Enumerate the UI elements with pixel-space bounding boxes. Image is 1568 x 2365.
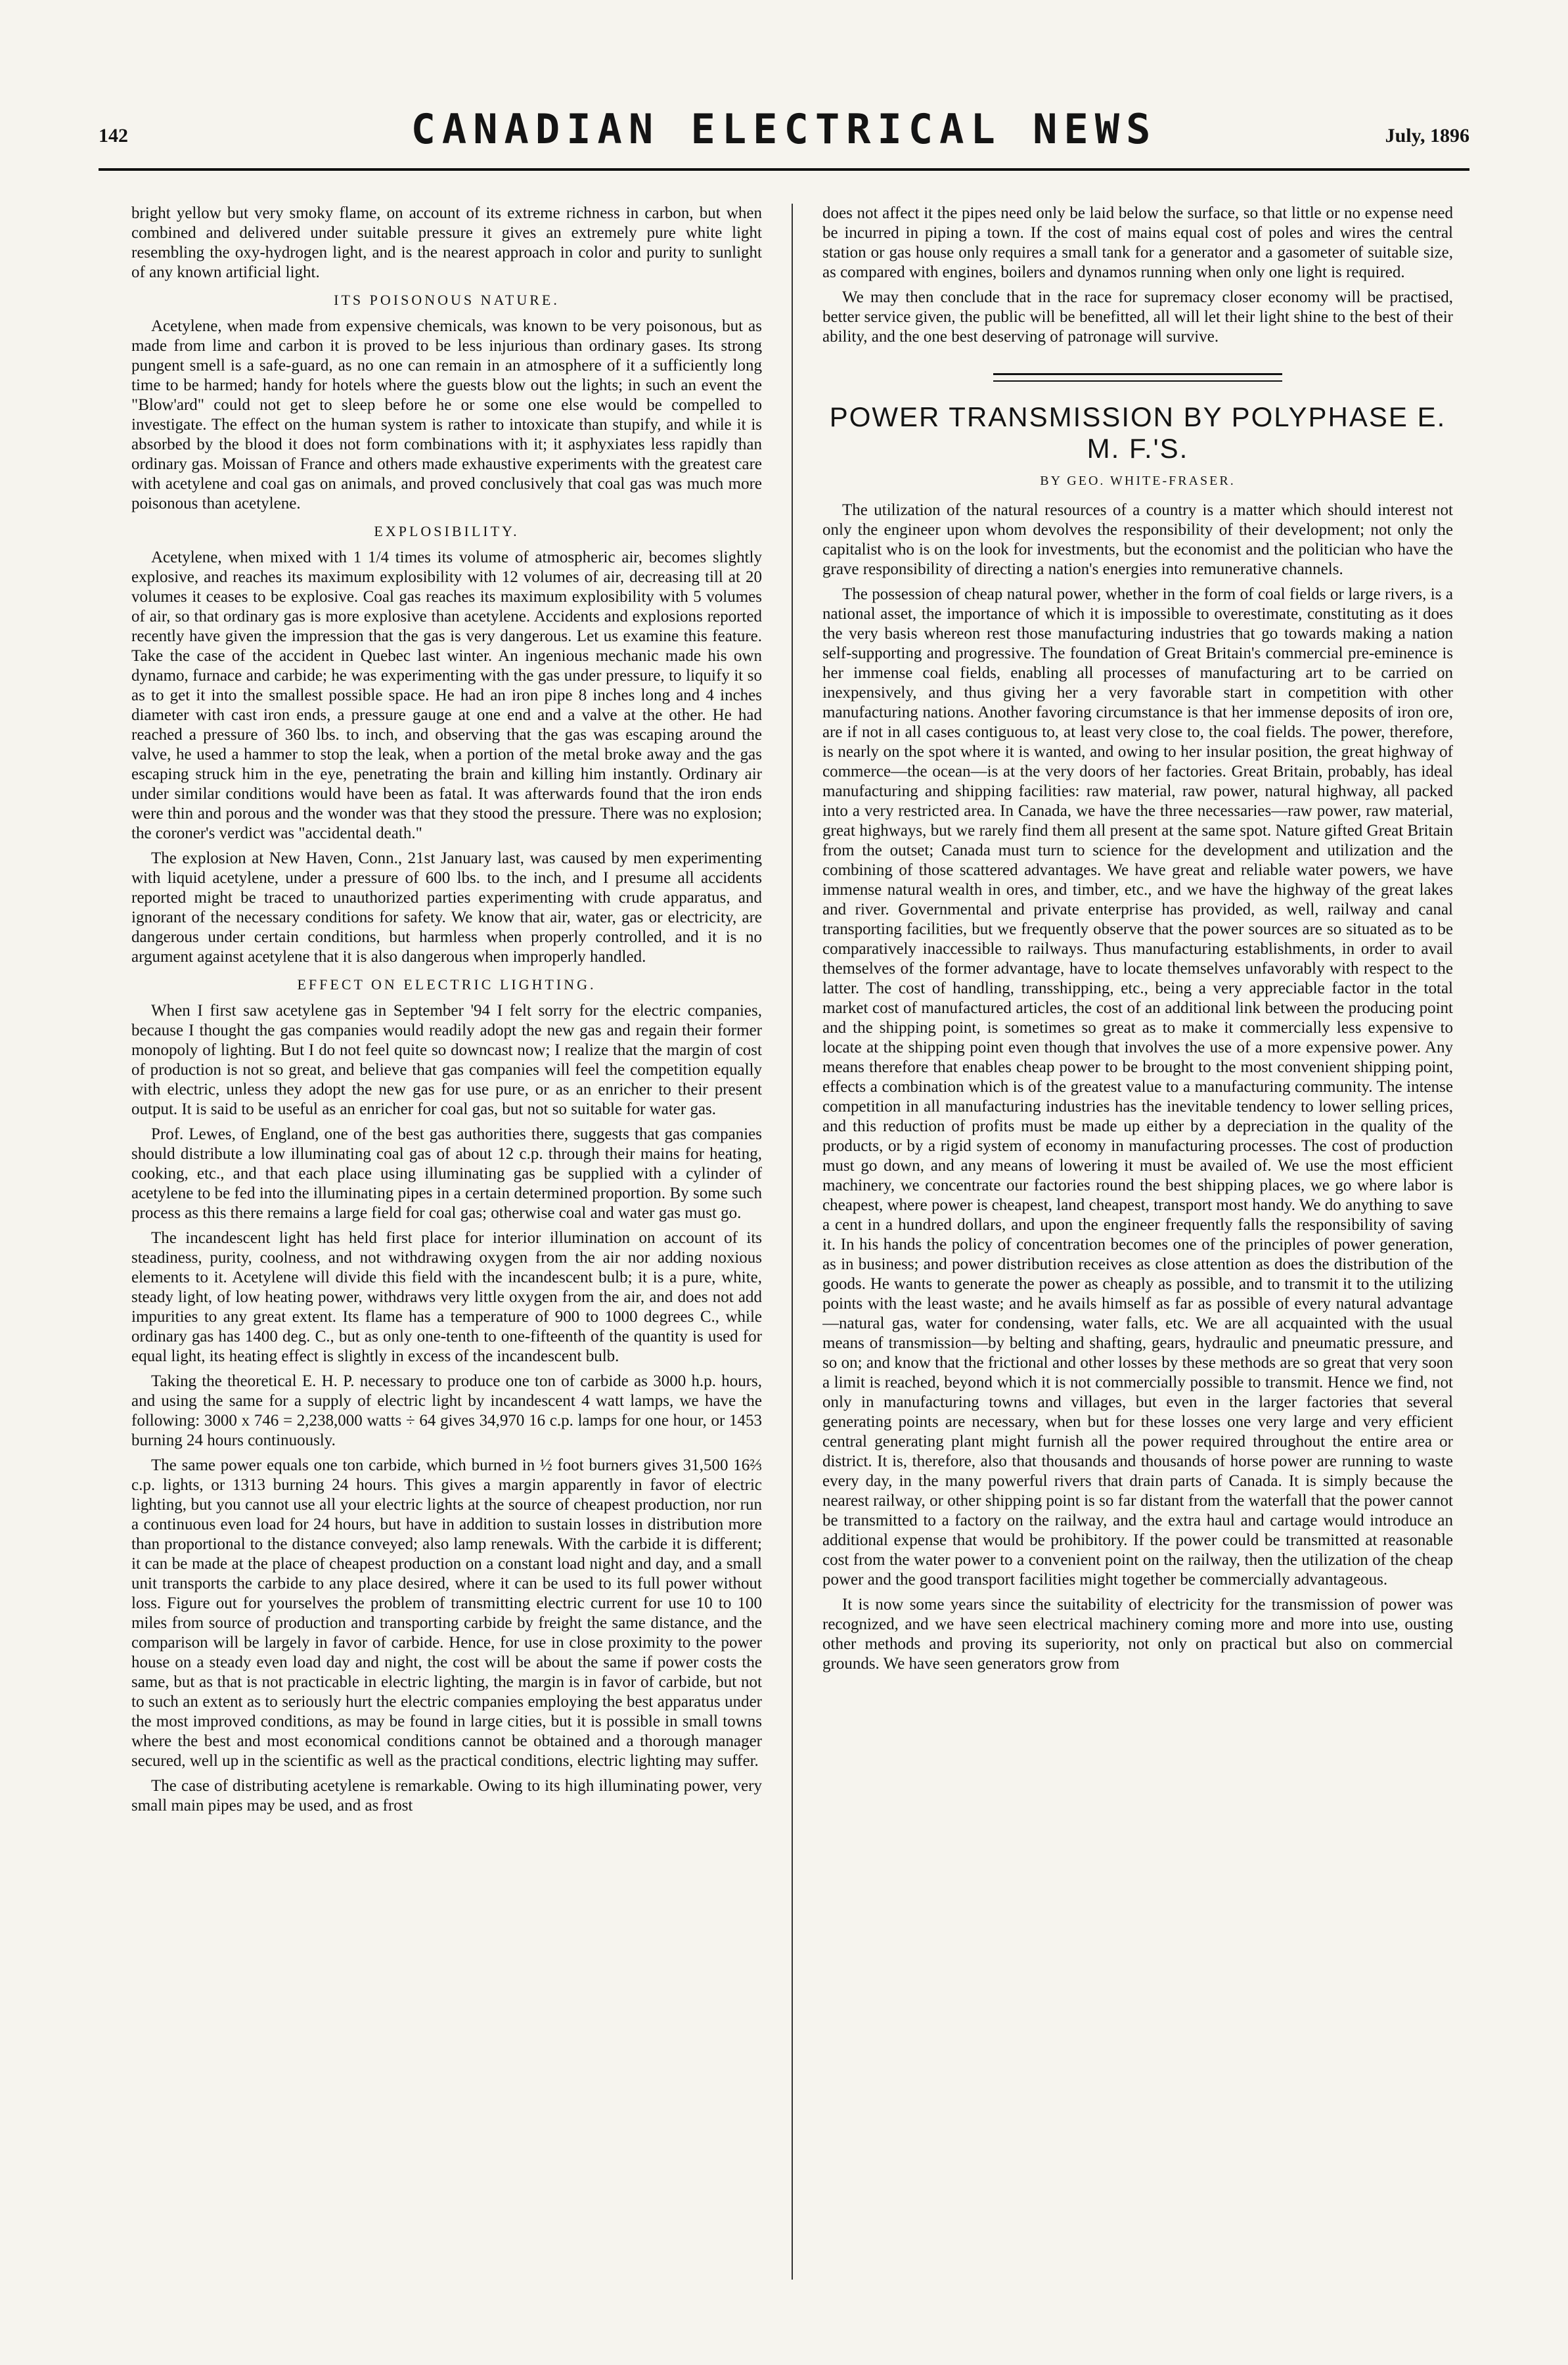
paragraph: The explosion at New Haven, Conn., 21st January last, was caused by men experimenting with liquid acetylene, under a pressure of 600 lbs. to the inch, and I presume all accidents reported might be traced to unauthorized parties experimenting with crude apparatus, and ignorant of the necessary conditions for safety. We know that air, water, gas or electricity, are dangerous under certain conditions, but harmless when properly controlled, and it is no argument against acetylene that it is also dangerous when improperly handled.: [131, 849, 762, 966]
paragraph: The utilization of the natural resources of a country is a matter which should interest not only the engineer upon whom devolves the responsibility of their development; not only the capitalist who is on the look for investments, but the economist and the politician who have the grave responsibility of directing a nation's energies into remunerative channels.: [822, 501, 1453, 578]
paragraph: The possession of cheap natural power, whether in the form of coal fields or large rivers, is a national asset, the importance of which it is impossible to overestimate, constituting as it does the very basis whereon rest those manufacturing industries that go towards making a nation self-supporting and progressive. The foundation of Great Britain's commercial pre-eminence is her immense coal fields, enabling all processes of manufacturing art to be carried on inexpensively, and thus giving her a very favorable start in competition with other manufacturing nations. Another favoring circumstance is that her immense deposits of iron ore, are if not in all cases contiguous to, at least very close to, the coal fields. The power, therefore, is nearly on the spot where it is wanted, and owing to her insular position, the great highway of commerce—the ocean—is at the very doors of her factories. Great Britain, probably, has ideal manufacturing and shipping facilities: raw material, raw power, natural highway, all packed into a very restricted area. In Canada, we have the three necessaries—raw power, raw material, great highways, but we rarely find them all present at the same spot. Nature gifted Great Britain from the outset; Canada must turn to science for the development and utilization and the combining of those scattered advantages. We have great and reliable water powers, we have immense natural wealth in ores, and timber, etc., and we have the highway of the great lakes and river. Governmental and private enterprise has provided, as well, railway and canal transporting facilities, but we frequently observe that the power sources are so situated as to be comparatively inaccessible to railways. Thus manufacturing establishments, in order to avail themselves of the former advantage, have to locate themselves unfavorably with respect to the latter. The cost of handling, transshipping, etc., being a very appreciable factor in the total market cost of manufactured articles, the cost of an additional link between the producing point and the shipping point, is sometimes so great as to make it commercially less expensive to locate at the shipping point even though that involves the use of a more expensive power. Any means therefore that enables cheap power to be brought to the most convenient shipping point, effects a combination which is of the greatest value to a manufacturing community. The intense competition in all manufacturing industries has the inevitable tendency to lower selling prices, and this reduction of profits must be made up either by a depreciation in the quality of the products, or by a rigid system of economy in manufacturing processes. The cost of production must go down, and any means of lowering it must be availed of. We use the most efficient machinery, we concentrate our factories round the best shipping places, we go where labor is cheapest, where power is cheapest, land cheapest, transport most handy. We do anything to save a cent in a hundred dollars, and upon the engineer frequently falls the responsibility of saving it. In his hands the policy of concentration becomes one of the principles of power generation, as in business; and power distribution receives as close attention as does the distribution of the goods. He wants to generate the power as cheaply as possible, and to transmit it to the utilizing points with the least waste; and he avails himself as far as possible of every natural advantage—natural gas, water for condensing, water falls, etc. We are all acquainted with the usual means of transmission—by belting and shafting, gears, hydraulic and pneumatic pressure, and so on; and know that the frictional and other losses by these methods are so great that very soon a limit is reached, beyond which it is not commercially possible to transmit. Hence we find, not only in manufacturing towns and villages, but even in the larger factories that several generating points are necessary, when but for these losses one very large and very efficient central generating plant might furnish all the power required throughout the entire area or district. It is, therefore, also that thousands and thousands of horse power are running to waste every day, in the many powerful rivers that drain parts of Canada. It is simply because the nearest railway, or other shipping point is so far distant from the waterfall that the power cannot be transmitted to a factory on the railway, and the extra haul and cartage would introduce an additional expense that would be prohibitory. If the power could be transmitted at reasonable cost from the water power to a convenient point on the railway, then the utilization of the cheap power and the good transport facilities might together be commercially advantageous.: [822, 585, 1453, 1588]
paragraph: bright yellow but very smoky flame, on account of its extreme richness in carbon, but when combined and delivered under suitable pressure it gives an extremely pure white light resembling the oxy-hydrogen light, and is the nearest approach in color and purity to sunlight of any known artificial light.: [131, 204, 762, 281]
paragraph: The incandescent light has held first place for interior illumination on account of its steadiness, purity, coolness, and not withdrawing oxygen from the air nor adding noxious elements to it. Acetylene will divide this field with the incandescent bulb; it is a pure, white, steady light, of low heating power, withdraws very little oxygen from the air, and does not add impurities to any great extent. Its flame has a temperature of 900 to 1000 degrees C., while ordinary gas has 1400 deg. C., but as only one-tenth to one-fifteenth of the quantity is used for equal light, its heating effect is slightly in excess of the incandescent bulb.: [131, 1229, 762, 1365]
paragraph: Acetylene, when made from expensive chemicals, was known to be very poisonous, but as made from lime and carbon it is proved to be less injurious than ordinary gases. Its strong pungent smell is a safe-guard, as no one can remain in an atmosphere of it a sufficiently long time to be harmed; handy for hotels where the guests blow out the lights; in such an event the "Blow'ard" could not get to sleep before he or some one else would be compelled to investigate. The effect on the human system is rather to intoxicate than stupify, and while it is absorbed by the blood it does not form combinations with it; it asphyxiates less rapidly than ordinary gas. Moissan of France and others made exhaustive experiments with the greatest care with acetylene and coal gas on animals, and proved conclusively that coal gas was much more poisonous than acetylene.: [131, 317, 762, 512]
section-heading: EXPLOSIBILITY.: [374, 523, 520, 539]
section-heading: ITS POISONOUS NATURE.: [334, 292, 560, 308]
left-column: [131, 204, 762, 2293]
paragraph: Acetylene, when mixed with 1 1/4 times its volume of atmospheric air, becomes slightly explosive, and reaches its maximum explosibility with 12 volumes of air, decreasing till at 20 volumes it ceases to be explosive. Coal gas reaches its maximum explosibility with 5 volumes of air, so that ordinary gas is more explosive than acetylene. Accidents and explosions reported recently have given the impression that the gas is very dangerous. Let us examine this feature. Take the case of the accident in Quebec last winter. An ingenious mechanic made his own dynamo, furnace and carbide; he was experimenting with the gas under pressure, to liquify it so as to get it into the smallest possible space. He had an iron pipe 8 inches long and 4 inches diameter with cast iron ends, a pressure gauge at one end and a valve at the other. He had reached a pressure of 360 lbs. to inch, and observing that the gas was escaping around the valve, he used a hammer to stop the leak, when a portion of the metal broke away and the gas escaping struck him in the eye, penetrating the brain and killing him instantly. Ordinary air under similar conditions would have been as fatal. It was afterwards found that the iron ends were thin and porous and the wonder was that they stood the pressure. There was no explosion; the coroner's verdict was "accidental death.": [131, 549, 762, 842]
right-column: [822, 204, 1453, 2293]
article-title: POWER TRANSMISSION BY POLYPHASE E. M. F.'S.: [829, 401, 1446, 464]
paragraph: Prof. Lewes, of England, one of the best gas authorities there, suggests that gas companies should distribute a low illuminating coal gas of about 12 c.p. through their mains for heating, cooking, etc., and that each place using illuminating gas be supplied with a cylinder of acetylene to be fed into the illuminating pipes in a certain determined proportion. By some such process as this there remains a large field for coal gas; otherwise coal and water gas must go.: [131, 1125, 762, 1222]
page-header: [99, 99, 1469, 171]
paragraph: It is now some years since the suitability of electricity for the transmission of power was recognized, and we have seen electrical machinery coming more and more into use, ousting other methods and proving its superiority, not only on practical but also on commercial grounds. We have seen generators grow from: [822, 1596, 1453, 1673]
article-separator-rule: [993, 373, 1282, 382]
paragraph: The same power equals one ton carbide, which burned in ½ foot burners gives 31,500 16⅔ c.p. lights, or 1313 burning 24 hours. This gives a margin apparently in favor of electric lighting, but you cannot use all your electric lights at the source of cheapest production, nor run a continuous even load for 24 hours, but have in addition to sustain losses in distribution more than proportional to the distance conveyed; also lamp renewals. With the carbide it is different; it can be made at the place of cheapest production on a constant load night and day, and a small unit transports the carbide to any place desired, where it can be used to its full power without loss. Figure out for yourselves the problem of transmitting electric current for use 10 to 100 miles from source of production and transporting carbide by freight the same distance, and the comparison will be largely in favor of carbide. Hence, for use in close proximity to the power house on a steady even load day and night, the cost will be about the same if power costs the same, but as that is not practicable in electric lighting, the margin is in favor of carbide, but not to such an extent as to seriously hurt the electric companies employing the best apparatus under the most improved conditions, as may be found in large cities, but it is possible in small towns where the best and most economical conditions cannot be obtained and a thorough manager secured, well up in the scientific as well as the practical conditions, electric lighting may suffer.: [131, 1456, 762, 1770]
paragraph: When I first saw acetylene gas in September '94 I felt sorry for the electric companies, because I thought the gas companies would readily adopt the new gas and regain their former monopoly of lighting. But I do not feel quite so downcast now; I realize that the margin of cost of production is not so great, and believe that gas companies will feel the competition equally with electric, unless they adopt the new gas for use pure, or as an enricher to their present output. It is said to be useful as an enricher for coal gas, but not so suitable for water gas.: [131, 1002, 762, 1118]
byline: BY GEO. WHITE-FRASER.: [1040, 474, 1236, 488]
issue-date: July, 1896: [1385, 125, 1469, 146]
column-divider: [792, 204, 793, 2280]
section-heading: EFFECT ON ELECTRIC LIGHTING.: [297, 976, 596, 993]
paragraph: Taking the theoretical E. H. P. necessary to produce one ton of carbide as 3000 h.p. hours, and using the same for a supply of electric light by incandescent 4 watt lamps, we have the following: 3000 x 746 = 2,238,000 watts ÷ 64 gives 34,970 16 c.p. lamps for one hour, or 1453 burning 24 hours continuously.: [131, 1372, 762, 1449]
header-rule: [99, 168, 1469, 171]
paragraph: The case of distributing acetylene is remarkable. Owing to its high illuminating power, very small main pipes may be used, and as frost: [131, 1777, 762, 1814]
paragraph: does not affect it the pipes need only be laid below the surface, so that little or no expense need be incurred in piping a town. If the cost of mains equal cost of poles and wires the central station or gas house only requires a small tank for a generator and a gasometer of suitable size, as compared with engines, boilers and dynamos running when only one light is required.: [822, 204, 1453, 281]
page-number: 142: [99, 125, 128, 146]
article-columns: [131, 204, 1453, 2306]
masthead: CANADIAN ELECTRICAL NEWS: [411, 105, 1157, 153]
paragraph: We may then conclude that in the race for supremacy closer economy will be practised, better service given, the public will be benefitted, all will let their light shine to the best of their ability, and the one best deserving of patronage will survive.: [822, 288, 1453, 346]
